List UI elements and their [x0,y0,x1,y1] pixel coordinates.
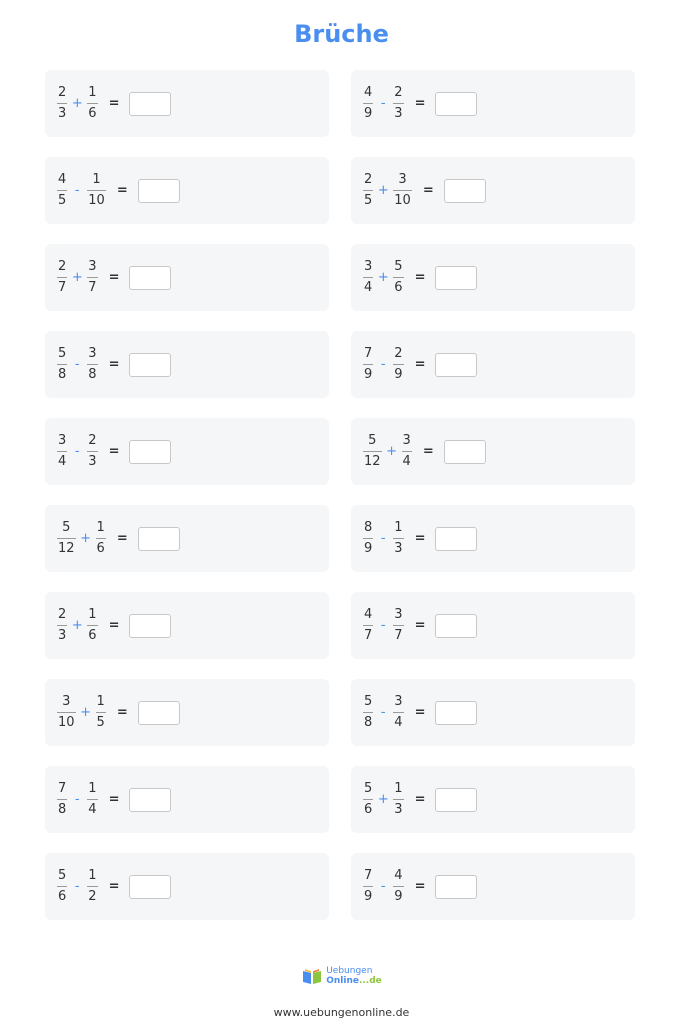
answer-box[interactable] [444,440,486,464]
denominator: 8 [88,367,97,382]
denominator: 10 [394,193,411,208]
equals-sign: = [116,705,128,720]
numerator: 5 [58,868,67,883]
numerator: 8 [364,520,373,535]
denominator: 9 [364,106,373,121]
denominator: 6 [394,280,403,295]
fraction-second [86,259,98,296]
numerator: 3 [88,346,97,361]
denominator: 7 [394,628,403,643]
numerator: 2 [58,607,67,622]
answer-box[interactable] [129,353,171,377]
equals-sign: = [108,792,120,807]
equals-sign: = [414,357,426,372]
answer-box[interactable] [435,875,477,899]
answer-box[interactable] [435,527,477,551]
problem-card [351,505,635,572]
problem-card [351,244,635,311]
denominator: 9 [394,367,403,382]
problem-card [45,70,329,137]
answer-box[interactable] [435,92,477,116]
equals-sign: = [108,96,120,111]
fraction-second [401,433,413,470]
operator: + [377,183,389,198]
problem-card [351,766,635,833]
fraction-first [362,520,374,557]
answer-box[interactable] [129,788,171,812]
numerator: 3 [58,433,67,448]
denominator: 9 [364,541,373,556]
operator: + [80,705,91,720]
answer-box[interactable] [129,614,171,638]
denominator: 4 [394,715,403,730]
numerator: 5 [364,694,373,709]
numerator: 1 [96,694,105,709]
answer-box[interactable] [129,92,171,116]
numerator: 2 [394,346,403,361]
fraction-first [56,868,68,905]
equals-sign: = [108,357,120,372]
problem-card [45,505,329,572]
problem-card [45,331,329,398]
answer-box[interactable] [138,527,180,551]
numerator: 2 [58,85,67,100]
problem-card [351,331,635,398]
denominator: 3 [394,802,403,817]
fraction-second [86,172,107,209]
answer-box[interactable] [129,875,171,899]
equals-sign: = [414,531,426,546]
fraction-first [56,259,68,296]
fraction-first [362,607,374,644]
fraction-first [362,868,374,905]
numerator: 5 [394,259,403,274]
equals-sign: = [414,705,426,720]
numerator: 5 [62,520,71,535]
operator: + [377,792,389,807]
equals-sign: = [108,270,120,285]
answer-box[interactable] [435,614,477,638]
operator: - [380,618,386,633]
operator: + [71,270,83,285]
book-logo-icon [301,967,323,985]
fraction-second [392,781,404,818]
denominator: 3 [58,106,67,121]
denominator: 6 [364,802,373,817]
numerator: 5 [58,346,67,361]
numerator: 3 [402,433,411,448]
fraction-first [56,781,68,818]
equals-sign: = [414,270,426,285]
fraction-first [56,172,68,209]
equals-sign: = [108,879,120,894]
fraction-second [86,85,98,122]
operator: - [74,444,80,459]
fraction-first [56,607,68,644]
denominator: 9 [364,889,373,904]
denominator: 6 [96,541,105,556]
equals-sign: = [422,444,434,459]
denominator: 5 [364,193,373,208]
denominator: 12 [58,541,75,556]
exercise-grid [45,70,635,920]
answer-box[interactable] [435,701,477,725]
footer-url[interactable]: www.uebungenonline.de [273,1006,410,1019]
denominator: 10 [88,193,105,208]
answer-box[interactable] [435,788,477,812]
numerator: 2 [58,259,67,274]
operator: + [377,270,389,285]
fraction-first [56,694,77,731]
fraction-second [392,172,413,209]
numerator: 2 [364,172,373,187]
answer-box[interactable] [129,266,171,290]
numerator: 3 [398,172,407,187]
problem-card [45,766,329,833]
numerator: 4 [394,868,403,883]
fraction-second [86,781,98,818]
numerator: 5 [368,433,377,448]
numerator: 2 [394,85,403,100]
operator: - [380,96,386,111]
fraction-second [392,346,404,383]
numerator: 3 [88,259,97,274]
numerator: 3 [394,607,403,622]
numerator: 3 [364,259,373,274]
problem-card [45,157,329,224]
equals-sign: = [116,531,128,546]
denominator: 12 [364,454,381,469]
operator: + [71,618,83,633]
equals-sign: = [116,183,128,198]
numerator: 2 [88,433,97,448]
logo-line2: Online...de [326,976,382,986]
operator: + [386,444,397,459]
fraction-first [362,85,374,122]
operator: - [74,879,80,894]
fraction-first [362,433,383,470]
numerator: 1 [88,868,97,883]
problem-card [351,70,635,137]
denominator: 4 [58,454,67,469]
fraction-second [392,520,404,557]
numerator: 1 [88,85,97,100]
problem-card [351,157,635,224]
problem-card [351,418,635,485]
answer-box[interactable] [138,701,180,725]
fraction-first [362,694,374,731]
numerator: 7 [364,868,373,883]
equals-sign: = [108,618,120,633]
operator: - [380,705,386,720]
numerator: 1 [92,172,101,187]
fraction-second [392,868,404,905]
operator: - [74,183,80,198]
problem-card [45,853,329,920]
numerator: 4 [58,172,67,187]
fraction-first [56,433,68,470]
logo-line1: Uebungen [326,966,373,976]
denominator: 6 [58,889,67,904]
fraction-second [95,694,107,731]
answer-box[interactable] [138,179,180,203]
fraction-second [86,607,98,644]
equals-sign: = [422,183,434,198]
numerator: 7 [58,781,67,796]
operator: + [71,96,83,111]
fraction-first [362,781,374,818]
denominator: 4 [402,454,411,469]
problem-card [45,244,329,311]
problem-card [351,853,635,920]
fraction-second [86,433,98,470]
denominator: 3 [394,541,403,556]
fraction-second [392,607,404,644]
operator: - [380,357,386,372]
numerator: 7 [364,346,373,361]
fraction-first [56,520,77,557]
fraction-second [392,259,404,296]
denominator: 7 [58,280,67,295]
denominator: 6 [88,628,97,643]
numerator: 1 [88,607,97,622]
denominator: 4 [364,280,373,295]
fraction-first [362,259,374,296]
fraction-first [56,346,68,383]
denominator: 5 [58,193,67,208]
fraction-second [86,868,98,905]
fraction-second [392,694,404,731]
denominator: 8 [58,802,67,817]
denominator: 8 [58,367,67,382]
operator: - [74,357,80,372]
denominator: 3 [394,106,403,121]
denominator: 9 [364,367,373,382]
numerator: 4 [364,607,373,622]
page-title: Brüche [294,20,389,48]
operator: - [380,531,386,546]
answer-box[interactable] [444,179,486,203]
problem-card [45,418,329,485]
denominator: 4 [88,802,97,817]
numerator: 1 [394,781,403,796]
problem-card [45,679,329,746]
numerator: 3 [62,694,71,709]
equals-sign: = [414,792,426,807]
numerator: 1 [88,781,97,796]
answer-box[interactable] [129,440,171,464]
denominator: 9 [394,889,403,904]
numerator: 1 [394,520,403,535]
equals-sign: = [414,879,426,894]
denominator: 7 [364,628,373,643]
equals-sign: = [414,618,426,633]
fraction-first [362,172,374,209]
numerator: 3 [394,694,403,709]
denominator: 5 [96,715,105,730]
operator: - [74,792,80,807]
problem-card [351,592,635,659]
operator: - [380,879,386,894]
logo [0,966,683,986]
answer-box[interactable] [435,353,477,377]
numerator: 4 [364,85,373,100]
denominator: 3 [88,454,97,469]
answer-box[interactable] [435,266,477,290]
denominator: 3 [58,628,67,643]
denominator: 6 [88,106,97,121]
denominator: 7 [88,280,97,295]
problem-card [351,679,635,746]
fraction-first [56,85,68,122]
denominator: 10 [58,715,75,730]
denominator: 8 [364,715,373,730]
equals-sign: = [414,96,426,111]
fraction-second [86,346,98,383]
fraction-second [392,85,404,122]
operator: + [80,531,91,546]
numerator: 5 [364,781,373,796]
denominator: 2 [88,889,97,904]
fraction-first [362,346,374,383]
numerator: 1 [96,520,105,535]
equals-sign: = [108,444,120,459]
fraction-second [95,520,107,557]
problem-card [45,592,329,659]
